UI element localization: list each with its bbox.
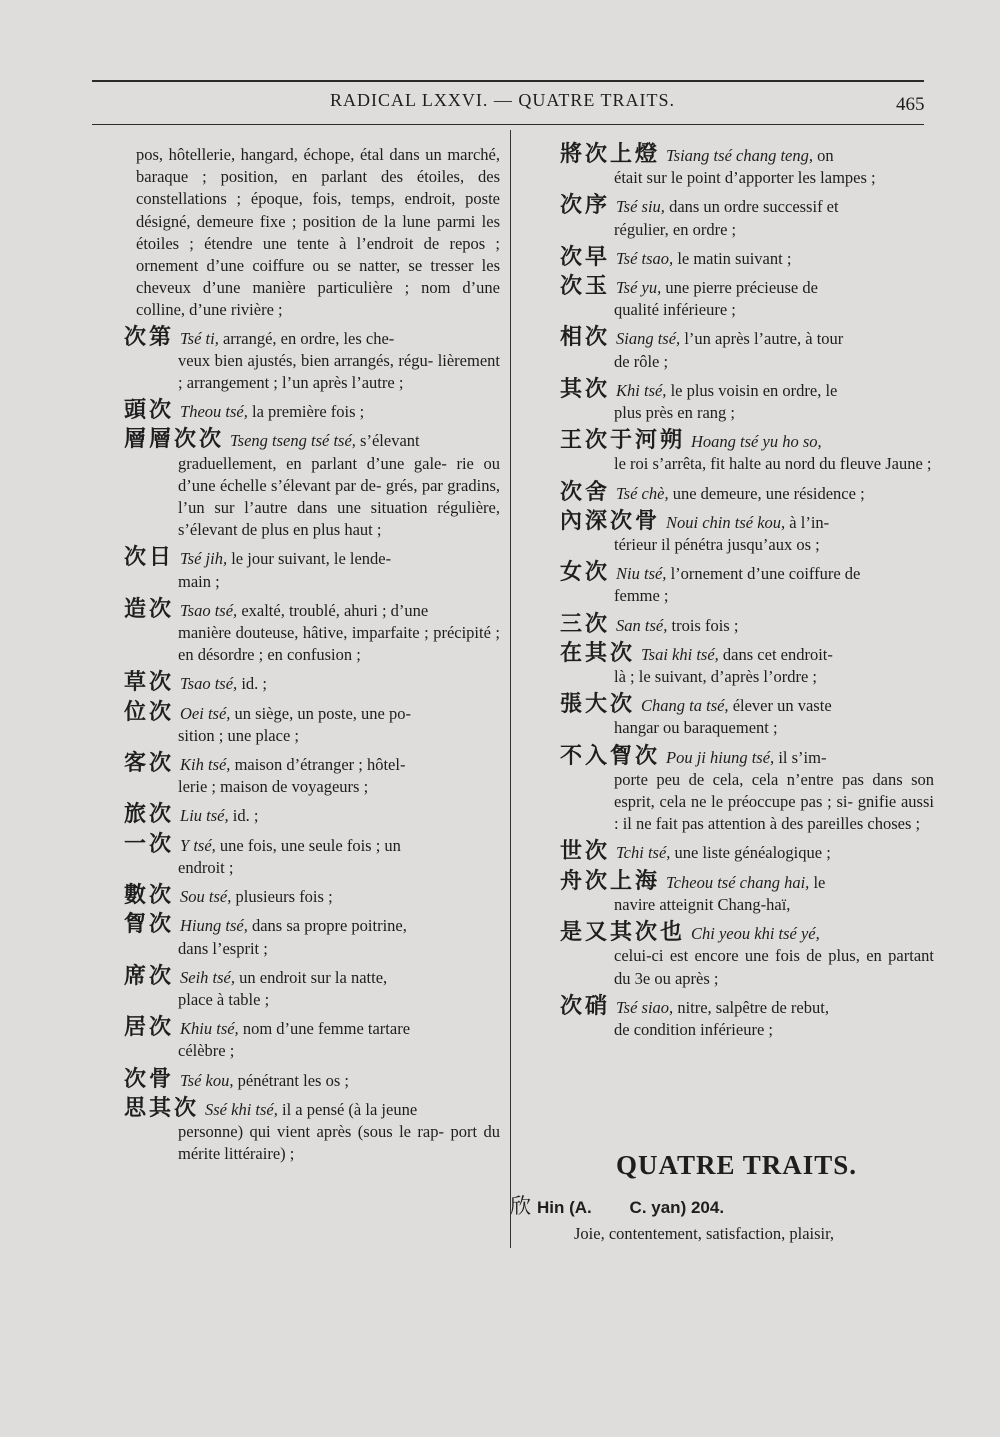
right-entry-list xyxy=(560,144,934,1041)
entry-definition: il s’im- xyxy=(778,747,827,767)
entry-definition: maison d’étranger ; hôtel- xyxy=(234,755,406,775)
dictionary-entry xyxy=(560,922,934,990)
entry-definition: pénétrant les os ; xyxy=(237,1070,349,1090)
dictionary-entry xyxy=(560,479,934,505)
dictionary-entry xyxy=(560,195,934,240)
dictionary-entry xyxy=(560,743,934,836)
entry-romanization: Chang ta tsé, xyxy=(641,696,729,716)
entry-hanzi: 造次 xyxy=(124,596,175,622)
dictionary-entry xyxy=(124,1095,500,1166)
entry-definition: nitre, salpêtre de rebut, xyxy=(677,997,829,1017)
entry-romanization: Liu tsé, xyxy=(180,806,229,826)
character-entry-heading xyxy=(510,1190,930,1220)
entry-hanzi: 在其次 xyxy=(560,640,636,666)
dictionary-entry xyxy=(124,831,500,879)
entry-definition: exalté, troublé, ahuri ; d’une xyxy=(241,600,429,620)
entry-hanzi: 一次 xyxy=(124,831,175,857)
entry-definition-continued: navire atteignit Chang-haï, xyxy=(614,894,791,914)
entry-hanzi: 次日 xyxy=(124,545,175,571)
entry-hanzi: 頭次 xyxy=(124,398,175,424)
entry-romanization: Theou tsé, xyxy=(180,402,248,422)
entry-definition-continued: célèbre ; xyxy=(178,1041,235,1061)
entry-hanzi: 席次 xyxy=(124,963,175,989)
entry-hanzi: 舟次上海 xyxy=(560,868,661,894)
entry-romanization: Tsé chè, xyxy=(616,483,669,503)
entry-romanization: Tchi tsé, xyxy=(616,843,671,863)
entry-romanization: Seih tsé, xyxy=(180,967,236,987)
entry-hanzi: 居次 xyxy=(124,1015,175,1041)
entry-definition-continued: de condition inférieure ; xyxy=(614,1019,773,1039)
character-glyph: 欣 xyxy=(510,1194,531,1218)
right-column xyxy=(560,144,934,1047)
entry-definition-continued: graduellement, en parlant d’une gale- rie ou d’une échelle s’élevant par de- grés, par gradins, l’un sur l’autre dans une situation régulière, s’élevant de plus en plus haut ; xyxy=(178,453,500,540)
entry-definition: plusieurs fois ; xyxy=(235,887,333,907)
dictionary-entry xyxy=(124,324,500,395)
entry-definition: élever un vaste xyxy=(732,696,832,716)
dictionary-entry xyxy=(124,963,500,1011)
entry-hanzi: 王次于河朔 xyxy=(560,428,686,454)
entry-romanization: Tsé yu, xyxy=(616,278,662,298)
entry-definition: dans cet endroit- xyxy=(722,644,833,664)
entry-hanzi: 其次 xyxy=(560,376,611,402)
entry-definition-continued: place à table ; xyxy=(178,989,270,1009)
entry-definition-continued: là ; le suivant, d’après l’ordre ; xyxy=(614,667,817,687)
dictionary-entry xyxy=(560,144,934,189)
entry-definition-continued: porte peu de cela, cela n’entre pas dans son esprit, cela ne le préoccupe pas ; si- gnifie aussi : il ne fait pas attention à des pareilles choses ; xyxy=(614,769,934,834)
dictionary-entry xyxy=(560,244,934,270)
entry-romanization: Tcheou tsé chang hai, xyxy=(666,872,810,892)
left-column xyxy=(124,144,500,1171)
entry-hanzi: 相次 xyxy=(560,325,611,351)
entry-definition-continued: qualité inférieure ; xyxy=(614,300,736,320)
entry-definition-continued: de rôle ; xyxy=(614,351,669,371)
entry-hanzi: 次骨 xyxy=(124,1066,175,1092)
entry-romanization: San tsé, xyxy=(616,615,668,635)
entry-definition: une demeure, une résidence ; xyxy=(672,483,865,503)
section-heading: QUATRE TRAITS. xyxy=(616,1150,858,1180)
entry-definition: un endroit sur la natte, xyxy=(239,967,388,987)
entry-definition-continued: endroit ; xyxy=(178,857,234,877)
dictionary-entry xyxy=(124,596,500,667)
entry-hanzi: 女次 xyxy=(560,560,611,586)
entry-definition: le jour suivant, le lende- xyxy=(231,549,392,569)
entry-definition-continued: dans l’esprit ; xyxy=(178,938,268,958)
entry-romanization: Khiu tsé, xyxy=(180,1019,239,1039)
entry-definition: une pierre précieuse de xyxy=(665,278,818,298)
running-header: RADICAL LXXVI. — QUATRE TRAITS. xyxy=(330,90,675,110)
entry-romanization: Kih tsé, xyxy=(180,755,231,775)
entry-hanzi: 內深次骨 xyxy=(560,508,661,534)
entry-definition: on xyxy=(817,146,834,165)
entry-romanization: Oei tsé, xyxy=(180,703,231,723)
entry-romanization: Hoang tsé yu ho so, xyxy=(691,432,822,452)
entry-definition: la première fois ; xyxy=(251,402,365,422)
header-bottom-rule xyxy=(92,124,924,125)
dictionary-entry xyxy=(560,868,934,916)
entry-definition-continued: était sur le point d’apporter les lampes ; xyxy=(614,168,876,188)
entry-hanzi: 張大次 xyxy=(560,692,636,718)
entry-romanization: Pou ji hiung tsé, xyxy=(666,747,775,767)
entry-definition-continued: femme ; xyxy=(614,586,669,606)
entry-hanzi: 層層次次 xyxy=(124,427,225,453)
column-divider xyxy=(510,130,511,1248)
entry-romanization: Chi yeou khi tsé yé, xyxy=(691,924,820,944)
entry-hanzi: 旅次 xyxy=(124,802,175,828)
dictionary-entry xyxy=(124,914,500,959)
dictionary-entry xyxy=(560,376,934,424)
dictionary-entry xyxy=(560,508,934,556)
entry-romanization: Tsé ti, xyxy=(180,328,219,348)
entry-romanization: Tsai khi tsé, xyxy=(641,644,719,664)
header-top-rule xyxy=(92,80,924,82)
entry-definition-continued: sition ; une place ; xyxy=(178,725,299,745)
dictionary-entry xyxy=(124,429,500,541)
entry-hanzi: 思其次 xyxy=(124,1095,200,1121)
dictionary-entry xyxy=(560,694,934,739)
entry-definition-continued: hangar ou baraquement ; xyxy=(614,718,778,738)
entry-romanization: Y tsé, xyxy=(180,835,216,855)
entry-hanzi: 三次 xyxy=(560,611,611,637)
entry-definition: à l’in- xyxy=(789,512,830,532)
entry-hanzi: 次序 xyxy=(560,193,611,219)
entry-hanzi: 數次 xyxy=(124,883,175,909)
entry-hanzi: 草次 xyxy=(124,670,175,696)
entry-hanzi: 次硝 xyxy=(560,993,611,1019)
entry-definition: une liste généalogique ; xyxy=(674,843,831,863)
dictionary-entry xyxy=(124,804,500,827)
entry-definition: dans sa propre poitrine, xyxy=(251,916,407,936)
entry-definition: un siège, un poste, une po- xyxy=(234,703,411,723)
entry-definition: l’un après l’autre, à tour xyxy=(684,329,844,349)
entry-romanization: Tsé jih, xyxy=(180,549,228,569)
dictionary-entry xyxy=(560,562,934,607)
entry-definition: nom d’une femme tartare xyxy=(242,1019,411,1039)
entry-hanzi: 是又其次也 xyxy=(560,920,686,946)
dictionary-entry xyxy=(124,547,500,592)
entry-definition-continued: celui-ci est encore une fois de plus, en partant du 3e ou après ; xyxy=(614,946,934,988)
entry-definition: id. ; xyxy=(241,674,267,694)
dictionary-entry xyxy=(560,841,934,864)
entry-definition: l’ornement d’une coiffure de xyxy=(670,564,861,584)
dictionary-entry xyxy=(124,400,500,423)
entry-romanization: Hiung tsé, xyxy=(180,916,248,936)
entry-hanzi: 次玉 xyxy=(560,274,611,300)
entry-definition-continued: main ; xyxy=(178,571,220,591)
entry-romanization: Sou tsé, xyxy=(180,887,232,907)
entry-definition: trois fois ; xyxy=(671,615,739,635)
entry-definition: il a pensé (à la jeune xyxy=(282,1099,418,1119)
entry-romanization: Tsé siu, xyxy=(616,197,665,217)
dictionary-entry xyxy=(560,993,934,1041)
dictionary-entry xyxy=(124,1066,500,1092)
continued-definition: pos, hôtellerie, hangard, échope, étal dans un marché, baraque ; position, en parlant des étoiles, des constellations ; époque, fois, temps, endroit, poste désigné, demeure fixe ; position de la lune parmi les étoiles ; étendre une tente à l’endroit de repos ; ornement d’une coiffure ou se natter, se tresser les cheveux d’une manière particulière ; nom d’une colline, d’une rivière ; xyxy=(136,145,500,320)
entry-romanization: Tsé siao, xyxy=(616,997,674,1017)
entry-definition-continued: régulier, en ordre ; xyxy=(614,219,737,239)
dictionary-entry xyxy=(124,753,500,798)
character-reading: Hin (A. C. yan) 204. xyxy=(537,1198,725,1217)
entry-definition: s’élevant xyxy=(360,431,420,451)
entry-definition: dans un ordre successif et xyxy=(669,197,839,217)
entry-hanzi: 次第 xyxy=(124,324,175,350)
dictionary-entry xyxy=(124,699,500,747)
entry-romanization: Noui chin tsé kou, xyxy=(666,512,786,532)
entry-hanzi: 世次 xyxy=(560,839,611,865)
entry-definition: id. ; xyxy=(232,806,259,826)
entry-romanization: Ssé khi tsé, xyxy=(205,1099,278,1119)
entry-romanization: Niu tsé, xyxy=(616,564,667,584)
dictionary-entry xyxy=(124,672,500,695)
entry-hanzi: 將次上燈 xyxy=(560,142,661,167)
entry-hanzi: 次舍 xyxy=(560,479,611,505)
left-entry-list xyxy=(124,324,500,1166)
entry-definition-continued: le roi s’arrêta, fit halte au nord du fleuve Jaune ; xyxy=(614,454,932,474)
entry-hanzi: 不入胷次 xyxy=(560,743,661,769)
entry-romanization: Khi tsé, xyxy=(616,380,667,400)
entry-definition-continued: manière douteuse, hâtive, imparfaite ; précipité ; en désordre ; en confusion ; xyxy=(178,623,500,665)
dictionary-entry xyxy=(560,327,934,372)
entry-romanization: Siang tsé, xyxy=(616,329,681,349)
entry-definition: arrangé, en ordre, les che- xyxy=(222,328,395,348)
entry-hanzi: 胷次 xyxy=(124,912,175,938)
character-definition: Joie, contentement, satisfaction, plaisir, xyxy=(574,1224,835,1243)
dictionary-entry xyxy=(560,611,934,637)
dictionary-entry xyxy=(560,640,934,688)
entry-hanzi: 位次 xyxy=(124,699,175,725)
entry-definition: une fois, une seule fois ; un xyxy=(219,835,401,855)
entry-romanization: Tsiang tsé chang teng, xyxy=(666,146,813,165)
dictionary-entry xyxy=(560,276,934,321)
entry-hanzi: 次早 xyxy=(560,244,611,270)
entry-definition: le xyxy=(813,872,826,892)
entry-definition-continued: veux bien ajustés, bien arrangés, régu- lièrement ; arrangement ; l’un après l’autre ; xyxy=(178,350,500,393)
dictionary-entry xyxy=(124,885,500,908)
entry-definition-continued: lerie ; maison de voyageurs ; xyxy=(178,777,369,797)
entry-romanization: Tsé tsao, xyxy=(616,248,674,268)
entry-romanization: Tsao tsé, xyxy=(180,600,238,620)
entry-definition-continued: personne) qui vient après (sous le rap- port du mérite littéraire) ; xyxy=(178,1121,500,1164)
entry-definition: le plus voisin en ordre, le xyxy=(670,380,838,400)
dictionary-entry xyxy=(124,1017,500,1062)
page-number: 465 xyxy=(896,94,925,115)
entry-definition-continued: plus près en rang ; xyxy=(614,403,735,423)
entry-romanization: Tsé kou, xyxy=(180,1070,234,1090)
entry-romanization: Tsao tsé, xyxy=(180,674,238,694)
entry-definition: le matin suivant ; xyxy=(677,248,792,268)
entry-hanzi: 客次 xyxy=(124,751,175,777)
dictionary-entry xyxy=(560,430,934,475)
entry-definition-continued: térieur il pénétra jusqu’aux os ; xyxy=(614,535,820,555)
entry-romanization: Tseng tseng tsé tsé, xyxy=(230,431,356,451)
